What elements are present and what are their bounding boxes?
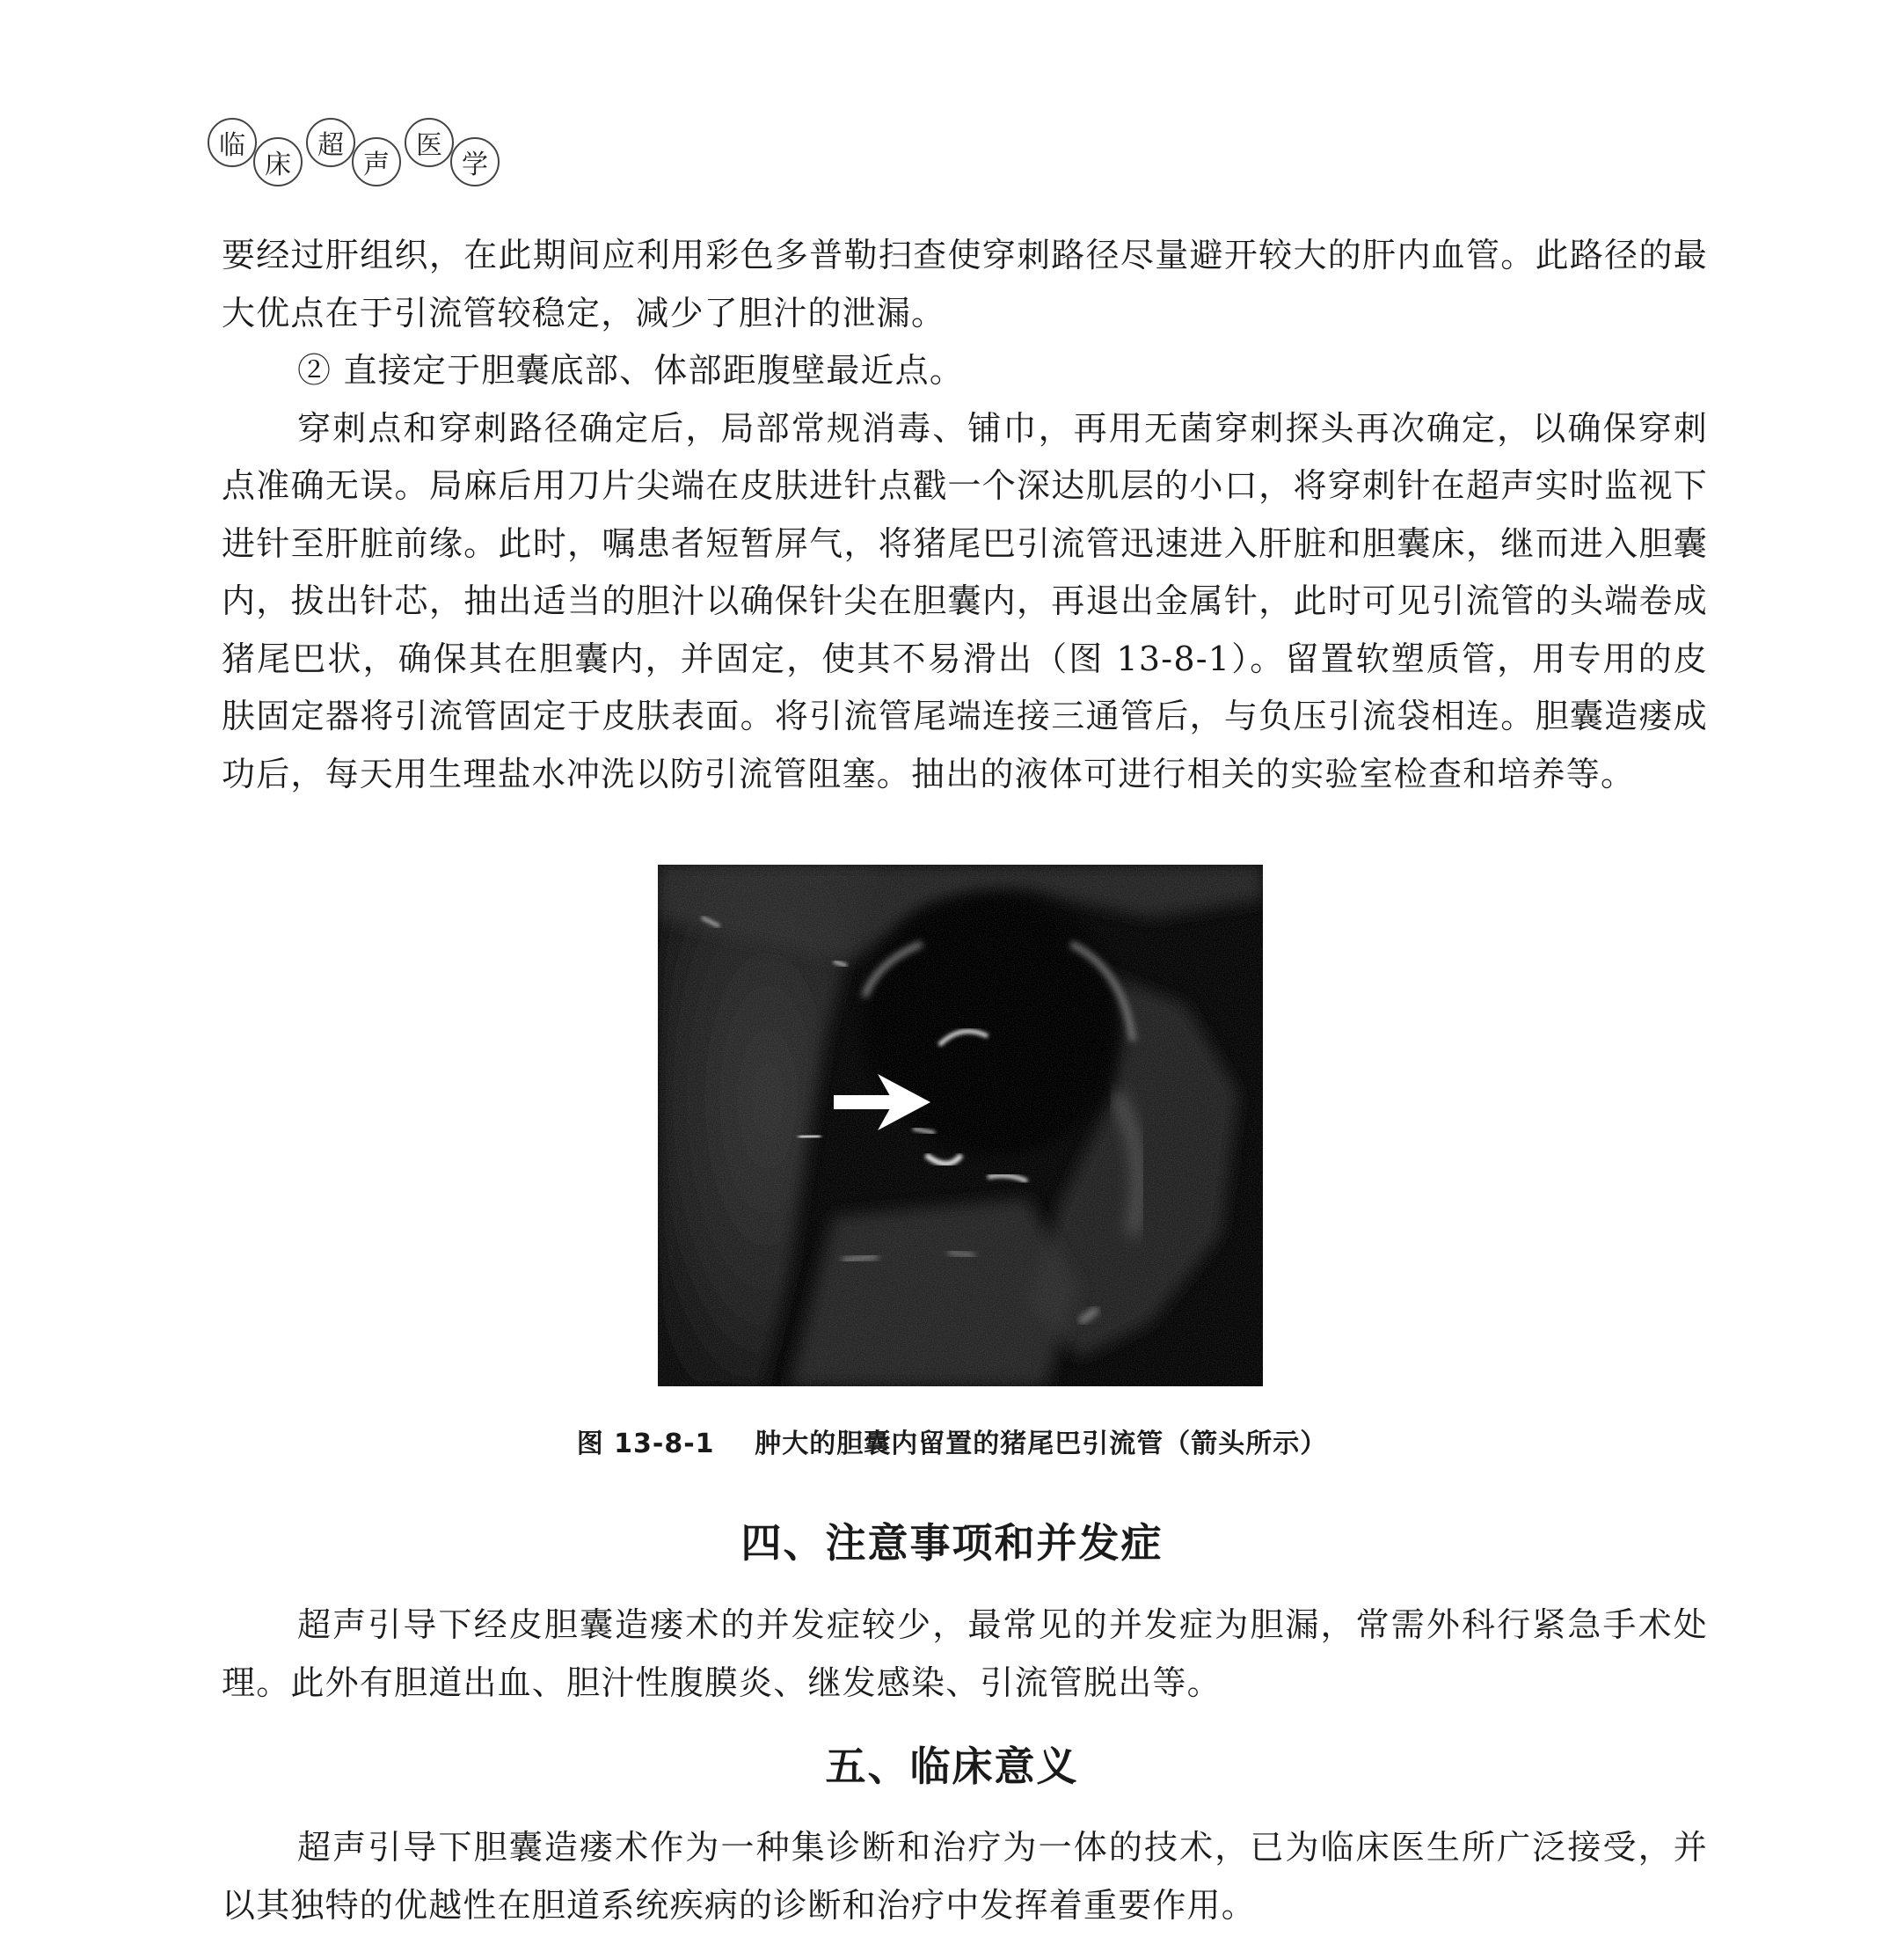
- running-head: [208, 118, 507, 197]
- paragraph: 超声引导下胆囊造瘘术作为一种集诊断和治疗为一体的技术，已为临床医生所广泛接受，并以其独特的优越性在胆道系统疾病的诊断和治疗中发挥着重要作用。: [222, 1828, 1708, 1925]
- book-title-char: 医: [405, 118, 454, 167]
- figure-caption: 图 13-8-1 肿大的胆囊内留置的猪尾巴引流管（箭头所示）: [576, 1429, 1328, 1459]
- paragraph: 要经过肝组织，在此期间应利用彩色多普勒扫查使穿刺路径尽量避开较大的肝内血管。此路径的最大优点在于引流管较稳定，减少了胆汁的泄漏。: [222, 236, 1708, 333]
- book-title-char: 床: [253, 137, 303, 186]
- body-text-top: [222, 227, 1708, 803]
- paragraph: ② 直接定于胆囊底部、体部距腹壁最近点。: [297, 351, 965, 390]
- book-title-char: 学: [450, 137, 500, 186]
- book-title-char: 超: [306, 118, 355, 167]
- paragraph: 穿刺点和穿刺路径确定后，局部常规消毒、铺巾，再用无菌穿刺探头再次确定，以确保穿刺点准确无误。局麻后用刀片尖端在皮肤进针点戳一个深达肌层的小口，将穿刺针在超声实时监视下进针至肝脏前缘。此时，嘱患者短暂屏气，将猪尾巴引流管迅速进入肝脏和胆囊床，继而进入胆囊内，拔出针芯，抽出适当的胆汁以确保针尖在胆囊内，再退出金属针，此时可见引流管的头端卷成猪尾巴状，确保其在胆囊内，并固定，使其不易滑出（图 13-8-1）。留置软塑质管，用专用的皮肤固定器将引流管固定于皮肤表面。将引流管尾端连接三通管后，与负压引流袋相连。胆囊造瘘成功后，每天用生理盐水冲洗以防引流管阻塞。抽出的液体可进行相关的实验室检查和培养等。: [222, 408, 1708, 793]
- ultrasound-graphic: [658, 865, 1263, 1386]
- section-body: [222, 1597, 1708, 1712]
- book-title-char: 声: [352, 137, 401, 186]
- paragraph: 超声引导下经皮胆囊造瘘术的并发症较少，最常见的并发症为胆漏，常需外科行紧急手术处理。此外有胆道出血、胆汁性腹膜炎、继发感染、引流管脱出等。: [222, 1605, 1708, 1702]
- section-body: [222, 1819, 1708, 1934]
- section-heading: 四、注意事项和并发症: [740, 1519, 1164, 1567]
- book-title-char: 临: [208, 118, 257, 167]
- ultrasound-image: [658, 865, 1263, 1386]
- section-heading: 五、临床意义: [825, 1743, 1079, 1790]
